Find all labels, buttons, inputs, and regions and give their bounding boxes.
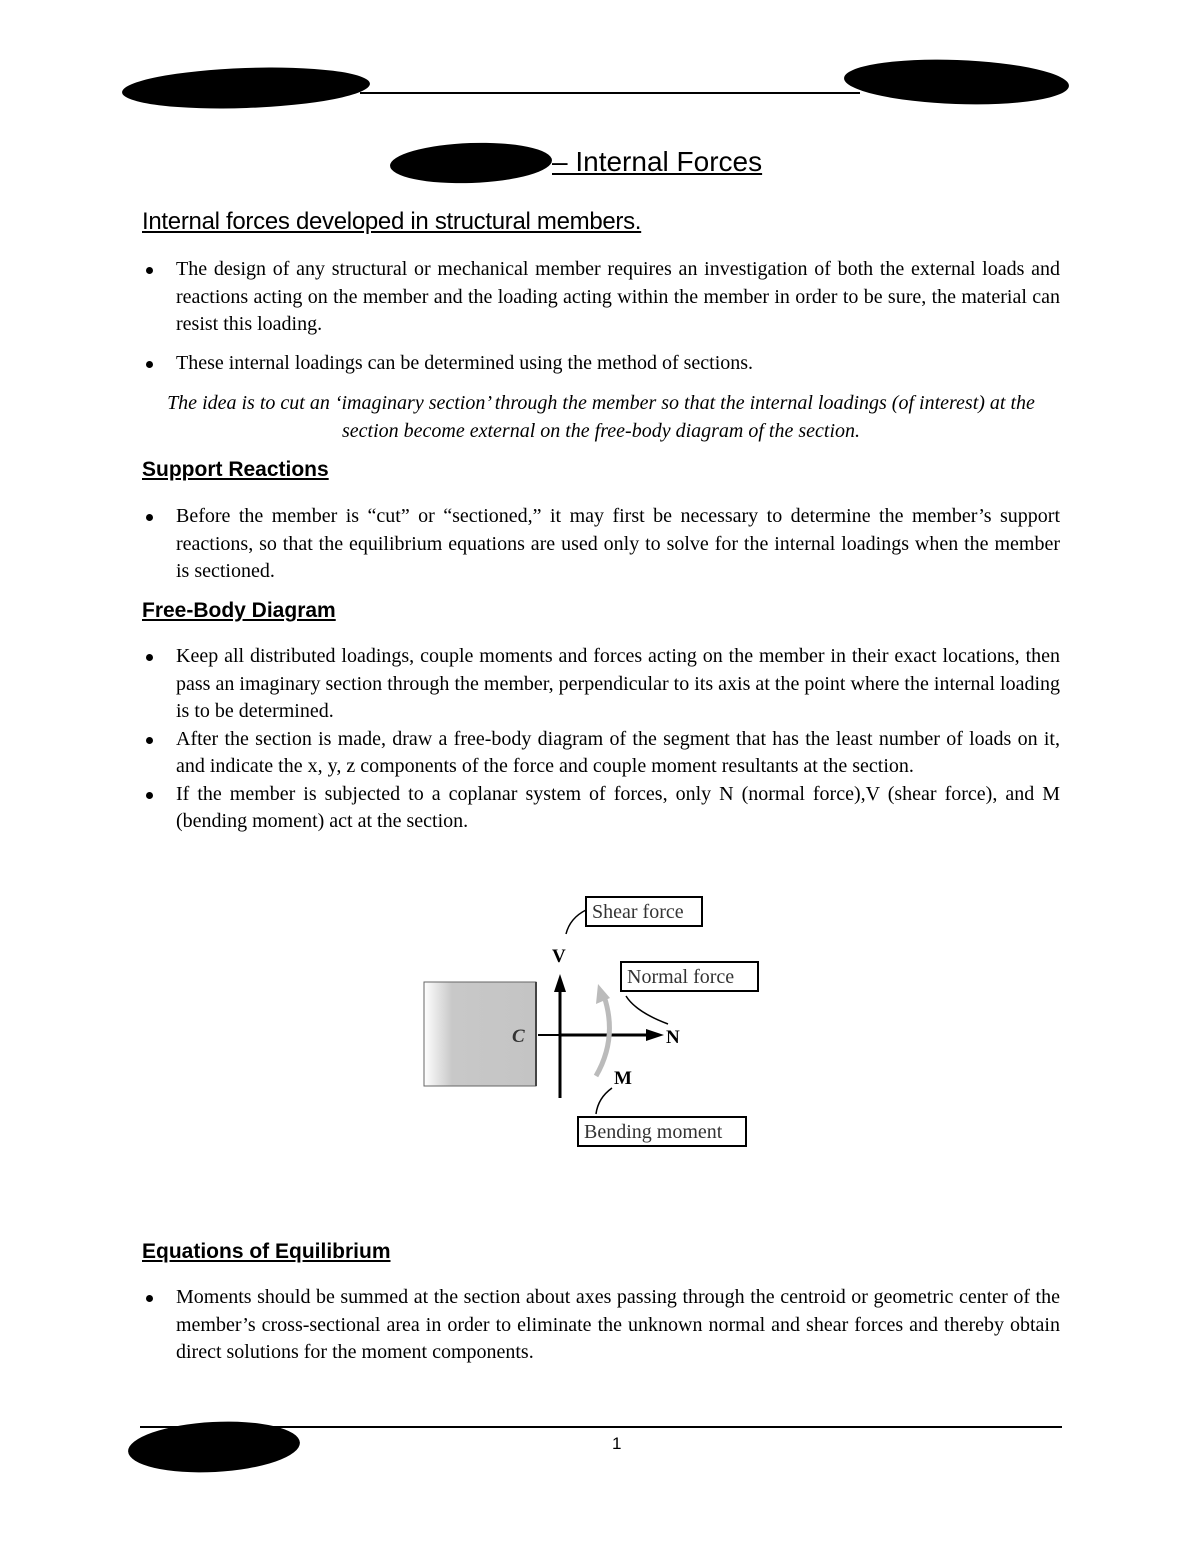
equilibrium-heading: Equations of Equilibrium [142, 1240, 391, 1263]
support-reactions-heading: Support Reactions [142, 458, 329, 481]
shear-arrowhead [554, 974, 566, 992]
list-item: The design of any structural or mechanical member requires an investigation of both the external loads and reactions acting on the member and the loading acting within the member in order to be sure, the material can resist this loading. [142, 256, 1060, 339]
shear-leader [566, 910, 586, 934]
list-item: These internal loadings can be determined using the method of sections. [142, 350, 1060, 378]
bending-leader [596, 1088, 612, 1114]
redacted-header-right [843, 56, 1069, 108]
bending-label: Bending moment [584, 1121, 723, 1143]
shear-symbol: V [552, 946, 566, 967]
header-rule [360, 92, 860, 94]
support-reactions-list [142, 503, 1060, 586]
main-heading: Internal forces developed in structural members. [142, 208, 642, 235]
moment-symbol: M [614, 1068, 632, 1089]
list-item: Moments should be summed at the section about axes passing through the centroid or geometric center of the member’s cross-sectional area in order to eliminate the unknown normal and shear forces and thereby obtain direct solutions for the moment components. [142, 1284, 1060, 1367]
page-number: 1 [612, 1434, 622, 1453]
shear-label: Shear force [592, 901, 684, 923]
free-body-heading: Free-Body Diagram [142, 599, 336, 622]
normal-symbol: N [666, 1027, 680, 1048]
page-title: – Internal Forces [552, 146, 763, 177]
equilibrium-list [142, 1284, 1060, 1367]
normal-leader [626, 996, 668, 1024]
list-item: If the member is subjected to a coplanar system of forces, only N (normal force),V (shear force), and M (bending moment) act at the section. [142, 781, 1060, 836]
free-body-list [142, 643, 1060, 836]
list-item: Keep all distributed loadings, couple moments and forces acting on the member in their exact locations, then pass an imaginary section through the member, perpendicular to its axis at the point where the internal loading is to be determined. [142, 643, 1060, 726]
centroid-label: C [512, 1026, 525, 1047]
redacted-header-left [121, 64, 370, 113]
list-item: Before the member is “cut” or “sectioned,” it may first be necessary to determine the member’s support reactions, so that the equilibrium equations are used only to solve for the internal loadings when the member is sectioned. [142, 503, 1060, 586]
redacted-chapter-label [389, 140, 552, 186]
intro-bullet-list [142, 256, 1060, 377]
intro-note: The idea is to cut an ‘imaginary section’ through the member so that the internal loadings (of interest) at the section become external on the free-body diagram of the section. [167, 392, 1035, 442]
normal-label: Normal force [627, 966, 735, 988]
normal-arrowhead [646, 1029, 664, 1041]
list-item: After the section is made, draw a free-body diagram of the segment that has the least number of loads on it, and indicate the x, y, z components of the force and couple moment resultants at the section. [142, 726, 1060, 781]
internal-forces-figure [400, 880, 800, 1170]
